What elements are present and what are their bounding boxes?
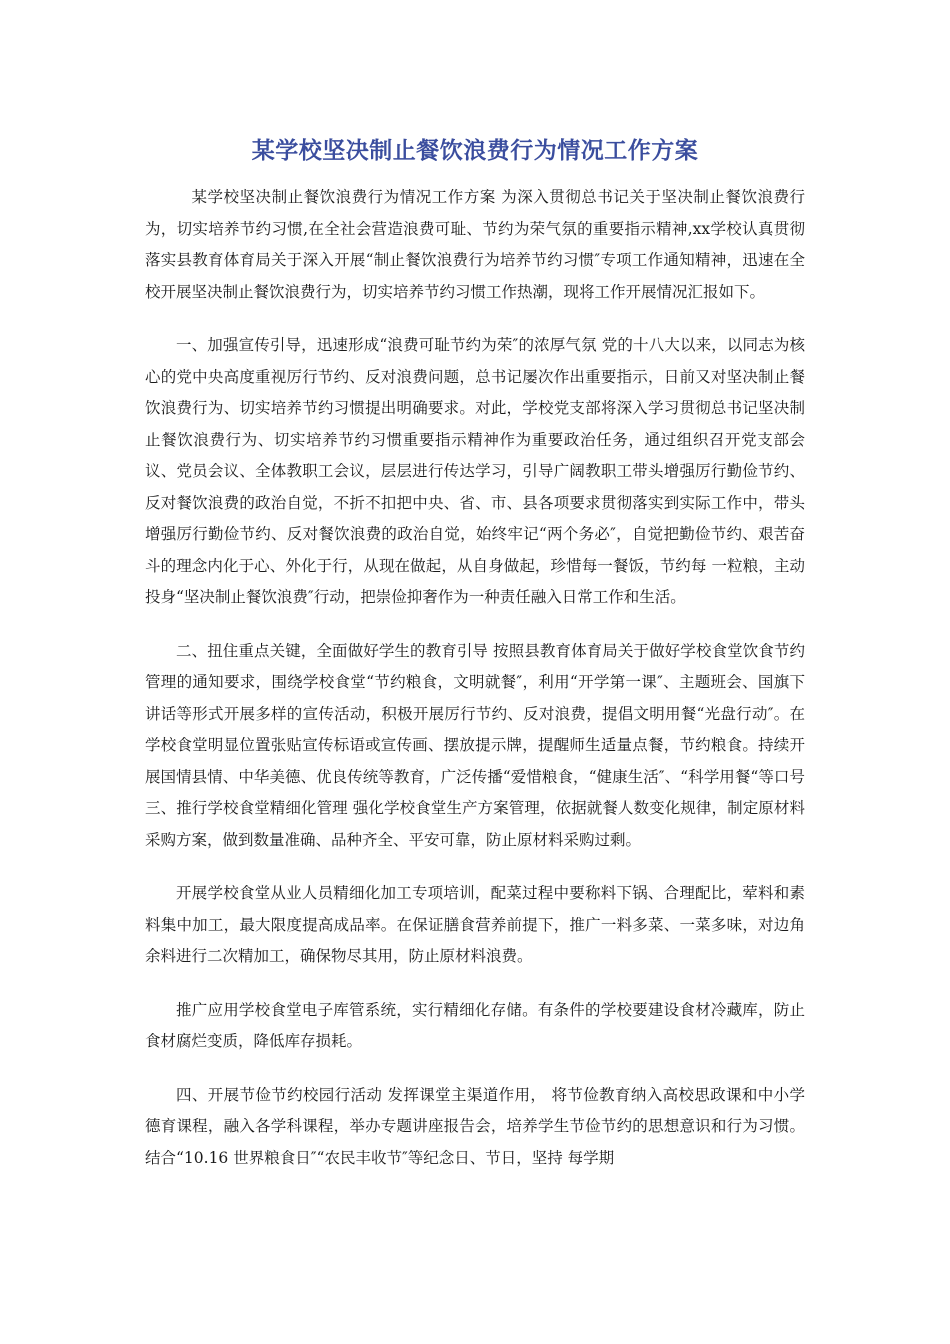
paragraph-training: 开展学校食堂从业人员精细化加工专项培训，配菜过程中要称料下锅、合理配比，荤料和素料集中加工，最大限度提高成品率。在保证膳食营养前提下，推广一料多菜、一菜多味，对边角余料进行二次精加工，确保物尽其用，防止原材料浪费。 [145, 884, 805, 965]
document-body [145, 182, 805, 1196]
paragraph-section-1: 一、加强宣传引导，迅速形成“浪费可耻节约为荣″的浓厚气氛 党的十八大以来，以同志为核心的党中央高度重视厉行节约、反对浪费问题，总书记屡次作出重要指示，日前又对坚决制止餐饮浪费行为、切实培养节约习惯提出明确要求。对此，学校党支部将深入学习贯彻总书记坚决制止餐饮浪费行为、切实培养节约习惯重要指示精神作为重要政治任务，通过组织召开党支部会议、党员会议、全体教职工会议，层层进行传达学习，引导广阔教职工带头增强厉行勤俭节约、反对餐饮浪费的政治自觉，不折不扣把中央、省、市、县各项要求贯彻落实到实际工作中，带头增强厉行勤俭节约、反对餐饮浪费的政治自觉，始终牢记“两个务必″，自觉把勤俭节约、艰苦奋斗的理念内化于心、外化于行，从现在做起，从自身做起，珍惜每一餐饭，节约每 一粒粮，主动投身“坚决制止餐饮浪费″行动，把崇俭抑奢作为一种责任融入日常工作和生活。 [145, 336, 805, 606]
paragraph-intro: 某学校坚决制止餐饮浪费行为情况工作方案 为深入贯彻总书记关于坚决制止餐饮浪费行为，切实培养节约习惯,在全社会营造浪费可耻、节约为荣气氛的重要指示精神,xx学校认真贯彻落实县教育体育局关于深入开展“制止餐饮浪费行为培养节约习惯″专项工作通知精神，迅速在全校开展坚决制止餐饮浪费行为，切实培养节约习惯工作热潮，现将工作开展情况汇报如下。 [145, 188, 805, 301]
paragraph-storage: 推广应用学校食堂电子库管系统，实行精细化存储。有条件的学校要建设食材冷藏库，防止食材腐烂变质，降低库存损耗。 [145, 1000, 805, 1050]
document-title: 某学校坚决制止餐饮浪费行为情况工作方案 [251, 138, 699, 164]
paragraph-section-4: 四、开展节俭节约校园行活动 发挥课堂主渠道作用， 将节俭教育纳入高校思政课和中小学德育课程，融入各学科课程，举办专题讲座报告会，培养学生节俭节约的思想意识和行为习惯。结合“10.16 世界粮食日″“农民丰收节″等纪念日、节日，坚持 每学期 [145, 1085, 805, 1167]
paragraph-section-2: 二、扭住重点关键，全面做好学生的教育引导 按照县教育体育局关于做好学校食堂饮食节约管理的通知要求，围绕学校食堂“节约粮食，文明就餐″，利用“开学第一课″、主题班会、国旗下讲话等形式开展多样的宣传活动，积极开展厉行节约、反对浪费，提倡文明用餐“光盘行动″。在学校食堂明显位置张贴宣传标语或宣传画、摆放提示牌，提醒师生适量点餐，节约粮食。持续开展国情县情、中华美德、优良传统等教育，广泛传播“爱惜粮食，“健康生活″、“科学用餐“等口号 三、推行学校食堂精细化管理 强化学校食堂生产方案管理，依据就餐人数变化规律，制定原材料采购方案，做到数量准确、品种齐全、平安可靠，防止原材料采购过剩。 [145, 641, 805, 849]
